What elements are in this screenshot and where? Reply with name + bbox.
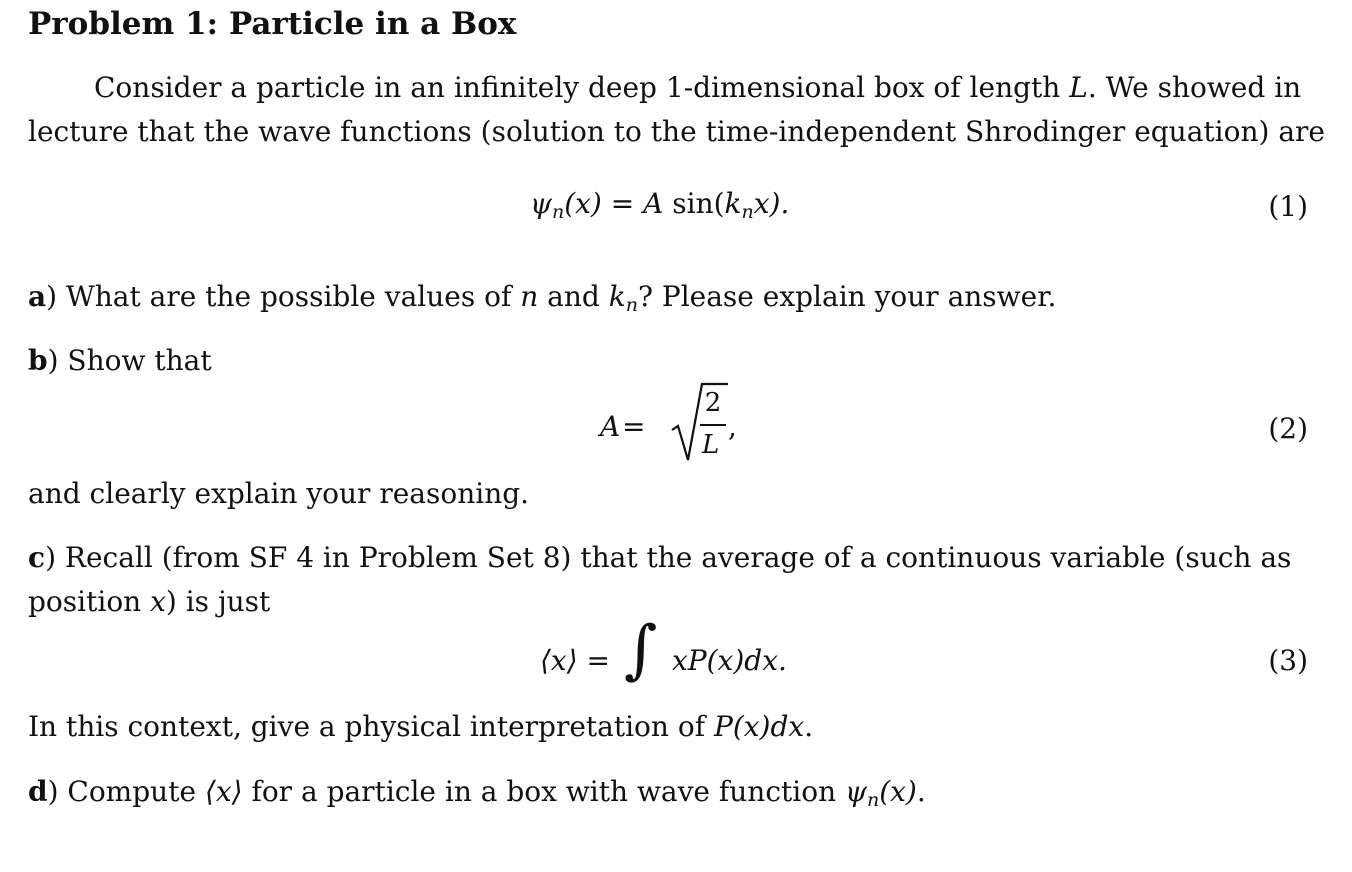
part-a-text-b: and xyxy=(538,280,609,313)
n-symbol: n xyxy=(520,280,539,313)
psi-symbol: ψ xyxy=(530,187,552,220)
part-c-after xyxy=(28,710,814,743)
part-c-label: c xyxy=(28,541,46,574)
k-symbol: k xyxy=(608,280,626,313)
part-d-text-a: ) Compute xyxy=(47,775,205,808)
part-c-text-2b: ) is just xyxy=(165,585,271,618)
position-symbol: x xyxy=(150,585,166,618)
part-b-after: and clearly explain your reasoning. xyxy=(28,477,530,510)
eq2-equals: = xyxy=(622,410,646,443)
part-c-text-2a: position xyxy=(28,585,151,618)
intro-line-2: lecture that the wave functions (solution to the time-independent Shrodinger equation) are xyxy=(28,115,1325,148)
average-symbol: ⟨x⟩ xyxy=(204,775,243,808)
part-b xyxy=(28,344,212,377)
part-d xyxy=(28,775,926,811)
part-a-label: a xyxy=(28,280,47,313)
intro-line-1 xyxy=(94,71,1302,104)
eq2-lhs: A xyxy=(600,410,621,443)
psi-subscript: n xyxy=(551,201,565,223)
part-b-text: ) Show that xyxy=(47,344,212,377)
intro-text-a: Consider a particle in an infinitely deep 1-dimensional box of length xyxy=(94,71,1070,104)
psi-subscript-d: n xyxy=(866,789,880,811)
eq1-lhs: (x) = xyxy=(564,187,644,220)
fraction-bar xyxy=(700,424,726,426)
wavenumber-symbol: k xyxy=(724,187,742,220)
k-subscript: n xyxy=(625,294,638,316)
part-a-text-a: ) What are the possible values of xyxy=(46,280,521,313)
equation-number-3: (3) xyxy=(1268,644,1308,677)
part-b-label: b xyxy=(28,344,48,377)
length-symbol: L xyxy=(1069,71,1088,104)
part-c-text-1: ) Recall (from SF 4 in Problem Set 8) that the average of a continuous variable (such as xyxy=(45,541,1292,574)
fraction-denominator: L xyxy=(702,430,720,460)
psi-argument-d: (x) xyxy=(879,775,917,808)
part-c-after-b: . xyxy=(804,710,814,743)
probability-expression: P(x)dx xyxy=(713,710,805,743)
integral-sign-icon: ∫ xyxy=(624,613,658,687)
eq3-rhs: xP(x)dx. xyxy=(672,644,787,677)
eq1-rhs-end: x). xyxy=(753,187,790,220)
part-d-text-c: . xyxy=(916,775,926,808)
amplitude-symbol: A xyxy=(643,187,664,220)
fraction-numerator: 2 xyxy=(704,388,722,418)
equation-number-1: (1) xyxy=(1268,190,1308,223)
eq3-lhs: ⟨x⟩ = xyxy=(540,644,610,677)
problem-title: Problem 1: Particle in a Box xyxy=(28,6,517,42)
part-d-text-b: for a particle in a box with wave function xyxy=(242,775,845,808)
wavenumber-subscript: n xyxy=(741,201,754,223)
equation-number-2: (2) xyxy=(1268,412,1308,445)
part-a-text-c: ? Please explain your answer. xyxy=(637,280,1057,313)
part-c-after-a: In this context, give a physical interpretation of xyxy=(28,710,714,743)
equation-1 xyxy=(530,187,790,223)
eq2-comma: , xyxy=(728,410,737,443)
part-d-label: d xyxy=(28,775,48,808)
sin-function: sin( xyxy=(663,187,725,220)
intro-text-b: . We showed in xyxy=(1087,71,1302,104)
part-c-line-1 xyxy=(28,541,1292,574)
part-a xyxy=(28,280,1057,316)
psi-symbol-d: ψ xyxy=(845,775,867,808)
part-c-line-2 xyxy=(28,585,271,618)
